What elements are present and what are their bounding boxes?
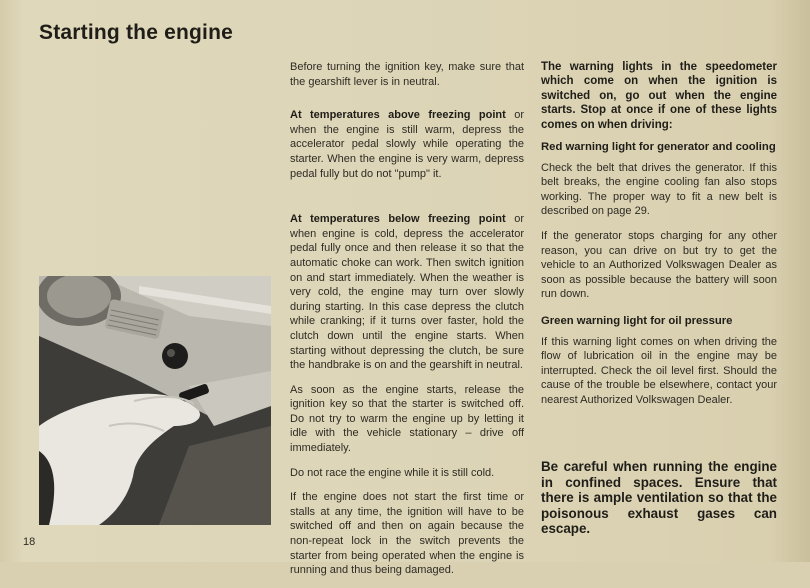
ventilation-caution: Be careful when running the engine in confined spaces. Ensure that there is ample ventilation so that the poisonous exhaust gases can escape.: [541, 459, 777, 537]
warning-lights-lead: The warning lights in the speedometer which come on when the ignition is switched on, go out when the engine starts. Stop at once if one of these lights comes on when driving:: [541, 61, 777, 131]
green-light-heading: Green warning light for oil pressure: [541, 314, 733, 327]
intro-paragraph: Before turning the ignition key, make sure that the gearshift lever is in neutral.: [290, 61, 524, 88]
page-title: Starting the engine: [39, 21, 233, 44]
ignition-photo: [39, 276, 271, 525]
above-freezing-text: or when the engine is still warm, depress the accelerator pedal slowly while operating the starter. When the engine is very warm, depress pedal fully but do not "pump" it.: [290, 109, 524, 180]
release-key-paragraph: As soon as the engine starts, release the ignition key so that the starter is switched off. Do not try to warm the engine up by letting it idle with the vehicle stationary – drive off immediately.: [290, 383, 524, 455]
red-light-text-1: Check the belt that drives the generator. If this belt breaks, the engine cooling fan also stops working. The proper way to fit a new belt is described on page 29.: [541, 161, 777, 218]
no-race-paragraph: Do not race the engine while it is still cold.: [290, 466, 495, 479]
page-number: 18: [23, 536, 36, 548]
above-freezing-heading: At temperatures above freezing point: [290, 109, 506, 122]
above-freezing-paragraph: [290, 108, 524, 181]
red-light-heading: Red warning light for generator and cooling: [541, 141, 776, 154]
below-freezing-paragraph: [290, 212, 524, 373]
restart-paragraph: If the engine does not start the first time or stalls at any time, the ignition will have to be switched off and then on again because the non-repeat lock in the switch prevents the starter from being operated when the engine is running and thus being damaged.: [290, 491, 524, 577]
red-light-text-2: If the generator stops charging for any other reason, you can drive on but try to get the vehicle to an Authorized Volkswagen Dealer as soon as possible because the battery will soon run down.: [541, 230, 777, 301]
column-warning-lights: [541, 60, 777, 418]
below-freezing-heading: At temperatures below freezing point: [290, 213, 506, 226]
column-starting-instructions: [290, 60, 524, 588]
below-freezing-text: or when engine is cold, depress the accelerator pedal fully once and then release it so that the automatic choke can work. Then switch ignition on and start immediately. When the weather is very cold, the engine may turn over slowly during starting. In this case depress the clutch while cranking; if it turns over faster, hold the clutch down until the engine starts. When starting without depressing the clutch, be sure the handbrake is on and the gearshift in neutral.: [290, 213, 524, 372]
green-light-text: If this warning light comes on when driving the flow of lubrication oil in the engine may be interrupted. Check the oil level first. Should the cause of the trouble be elsewhere, contact your nearest Authorized Volkswagen Dealer.: [541, 335, 777, 406]
